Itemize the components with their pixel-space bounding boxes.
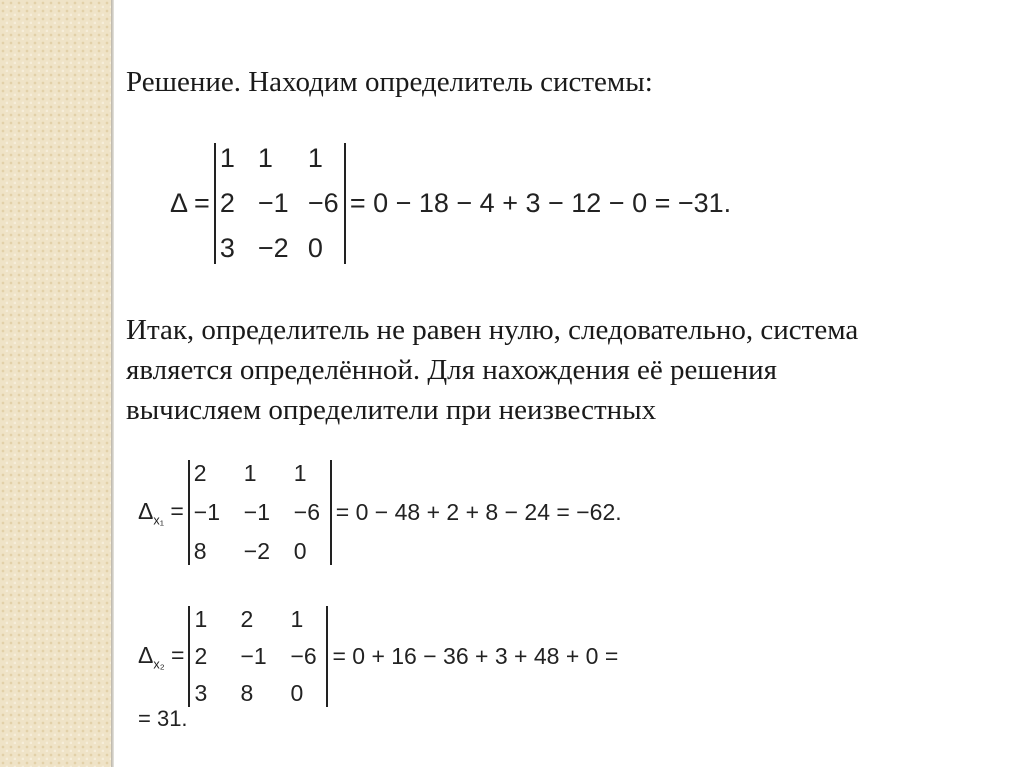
- matrix-cell: 3: [194, 680, 208, 706]
- matrix-cell: 1: [194, 606, 208, 632]
- delta-x1-label: $\Delta_{x_1}$ =: [138, 497, 184, 528]
- decorative-side-band: [0, 0, 111, 767]
- matrix-cell: −6: [290, 643, 317, 669]
- determinant-x2-matrix: [188, 606, 328, 707]
- determinant-x1-result: = 0 − 48 + 2 + 8 − 24 = −62.: [335, 499, 622, 525]
- side-divider: [111, 0, 114, 767]
- matrix-cell: 1: [307, 143, 323, 173]
- determinant-x2-continuation: = 31.: [138, 706, 188, 731]
- matrix-cell: 2: [193, 460, 207, 486]
- matrix-cell: −1: [240, 643, 267, 669]
- matrix-cell: −6: [293, 499, 321, 525]
- matrix-cell: 1: [293, 460, 307, 486]
- matrix-cell: 1: [219, 143, 235, 173]
- conclusion-text-1: Итак, определитель не равен нулю, следовательно, система: [126, 314, 859, 346]
- conclusion-text-2: является определённой. Для нахождения её решения: [126, 354, 777, 386]
- matrix-cell: 2: [240, 606, 254, 632]
- matrix-cell: 0: [293, 538, 307, 564]
- matrix-cell: −1: [257, 188, 289, 218]
- determinant-x1-equation: [138, 460, 622, 565]
- determinant-x1-matrix: [188, 460, 332, 565]
- matrix-cell: −1: [193, 499, 221, 525]
- determinant-matrix: [214, 143, 346, 264]
- determinant-x2-result: = 0 + 16 − 36 + 3 + 48 + 0 =: [332, 643, 619, 669]
- determinant-result: = 0 − 18 − 4 + 3 − 12 − 0 = −31.: [349, 188, 732, 218]
- matrix-cell: 1: [257, 143, 273, 173]
- intro-text: Решение. Находим определитель системы:: [126, 66, 653, 98]
- matrix-cell: 1: [290, 606, 304, 632]
- matrix-cell: 0: [307, 233, 323, 263]
- matrix-cell: 2: [194, 643, 208, 669]
- determinant-equation: [170, 143, 731, 264]
- matrix-cell: 3: [219, 233, 235, 263]
- delta-x2-label: $\Delta_{x_2}$ =: [138, 641, 185, 672]
- conclusion-text-3: вычисляем определители при неизвестных: [126, 394, 657, 426]
- matrix-cell: 8: [193, 538, 207, 564]
- determinant-x2-equation: [138, 606, 618, 707]
- matrix-cell: 8: [240, 680, 254, 706]
- matrix-cell: 1: [243, 460, 257, 486]
- matrix-cell: −1: [243, 499, 271, 525]
- delta-label: Δ =: [170, 188, 210, 218]
- matrix-cell: −6: [307, 188, 339, 218]
- matrix-cell: −2: [243, 538, 271, 564]
- matrix-cell: 2: [219, 188, 235, 218]
- matrix-cell: 0: [290, 680, 304, 706]
- matrix-cell: −2: [257, 233, 289, 263]
